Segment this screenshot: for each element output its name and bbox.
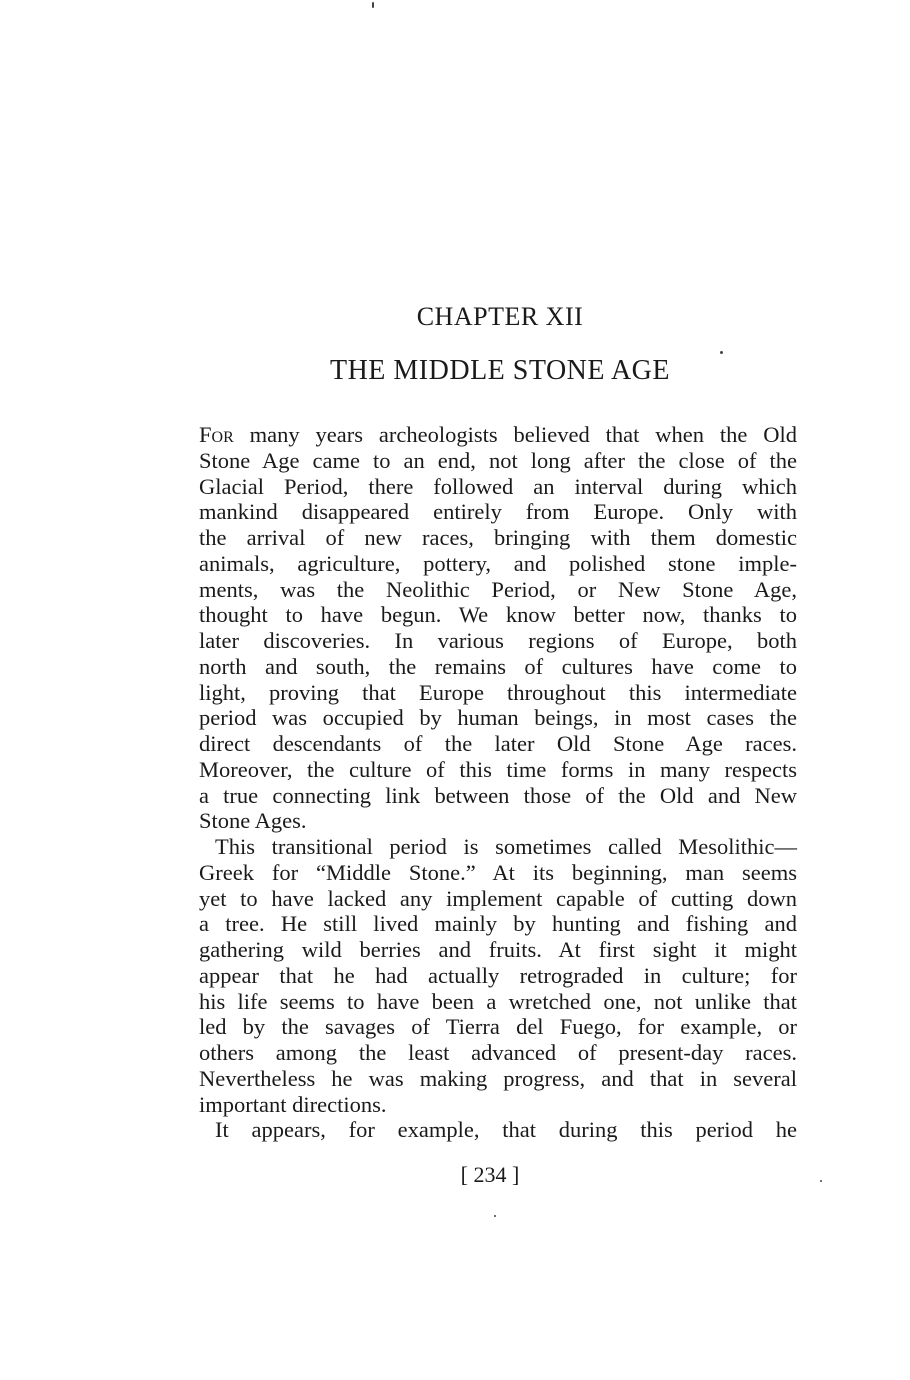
scan-speck <box>820 1180 822 1182</box>
text-line: ments, was the Neolithic Period, or New Stone Age, <box>199 576 797 602</box>
text-line: Nevertheless he was making progress, and that in several <box>199 1065 797 1091</box>
text-line: This transitional period is sometimes called Mesolithic— <box>215 834 797 859</box>
text-line: animals, agriculture, pottery, and polished stone imple- <box>199 550 797 576</box>
chapter-number: CHAPTER XII <box>416 302 584 331</box>
scan-speck <box>372 2 374 8</box>
page-number: [ 234 ] <box>460 1162 520 1187</box>
text-line: appear that he had actually retrograded in culture; for <box>199 962 797 988</box>
text-line: It appears, for example, that during this period he <box>215 1117 797 1143</box>
text-line: others among the least advanced of present-day races. <box>199 1040 797 1065</box>
text-line: Stone Age came to an end, not long after the close of the <box>199 447 797 473</box>
text-line: For many years archeologists believed that when the Old <box>199 422 797 447</box>
chapter-title: THE MIDDLE STONE AGE <box>329 355 670 386</box>
text-line: thought to have begun. We know better now, thanks to <box>199 602 797 628</box>
text-line: his life seems to have been a wretched one, not unlike that <box>199 988 797 1014</box>
text-line: Glacial Period, there followed an interval during which <box>199 473 797 499</box>
scan-speck <box>720 351 723 354</box>
text-line: period was occupied by human beings, in most cases the <box>199 705 797 731</box>
paragraph-2 <box>199 834 797 1117</box>
text-line: mankind disappeared entirely from Europe. Only with <box>199 499 797 525</box>
text-line: Moreover, the culture of this time forms in many respects <box>199 756 797 782</box>
paragraph-3 <box>199 1117 797 1143</box>
text-line: gathering wild berries and fruits. At first sight it might <box>199 937 797 962</box>
text-line: Stone Ages. <box>199 808 307 834</box>
body-text <box>199 422 797 1143</box>
text-line: light, proving that Europe throughout this intermediate <box>199 679 797 705</box>
text-line: the arrival of new races, bringing with them domestic <box>199 525 797 550</box>
text-line: a true connecting link between those of the Old and New <box>199 782 797 808</box>
text-line: Greek for “Middle Stone.” At its beginning, man seems <box>199 859 797 885</box>
text-line: a tree. He still lived mainly by hunting and fishing and <box>199 911 797 937</box>
dropcap-word: For <box>199 422 234 447</box>
text-line: direct descendants of the later Old Stone Age races. <box>199 731 797 756</box>
scan-speck <box>494 1215 496 1217</box>
text-line: yet to have lacked any implement capable of cutting down <box>199 885 797 911</box>
text-line: north and south, the remains of cultures have come to <box>199 653 797 679</box>
text-line: important directions. <box>199 1091 387 1117</box>
text-line: led by the savages of Tierra del Fuego, for example, or <box>199 1014 797 1040</box>
text-line: later discoveries. In various regions of Europe, both <box>199 628 797 653</box>
paragraph-1 <box>199 422 797 834</box>
